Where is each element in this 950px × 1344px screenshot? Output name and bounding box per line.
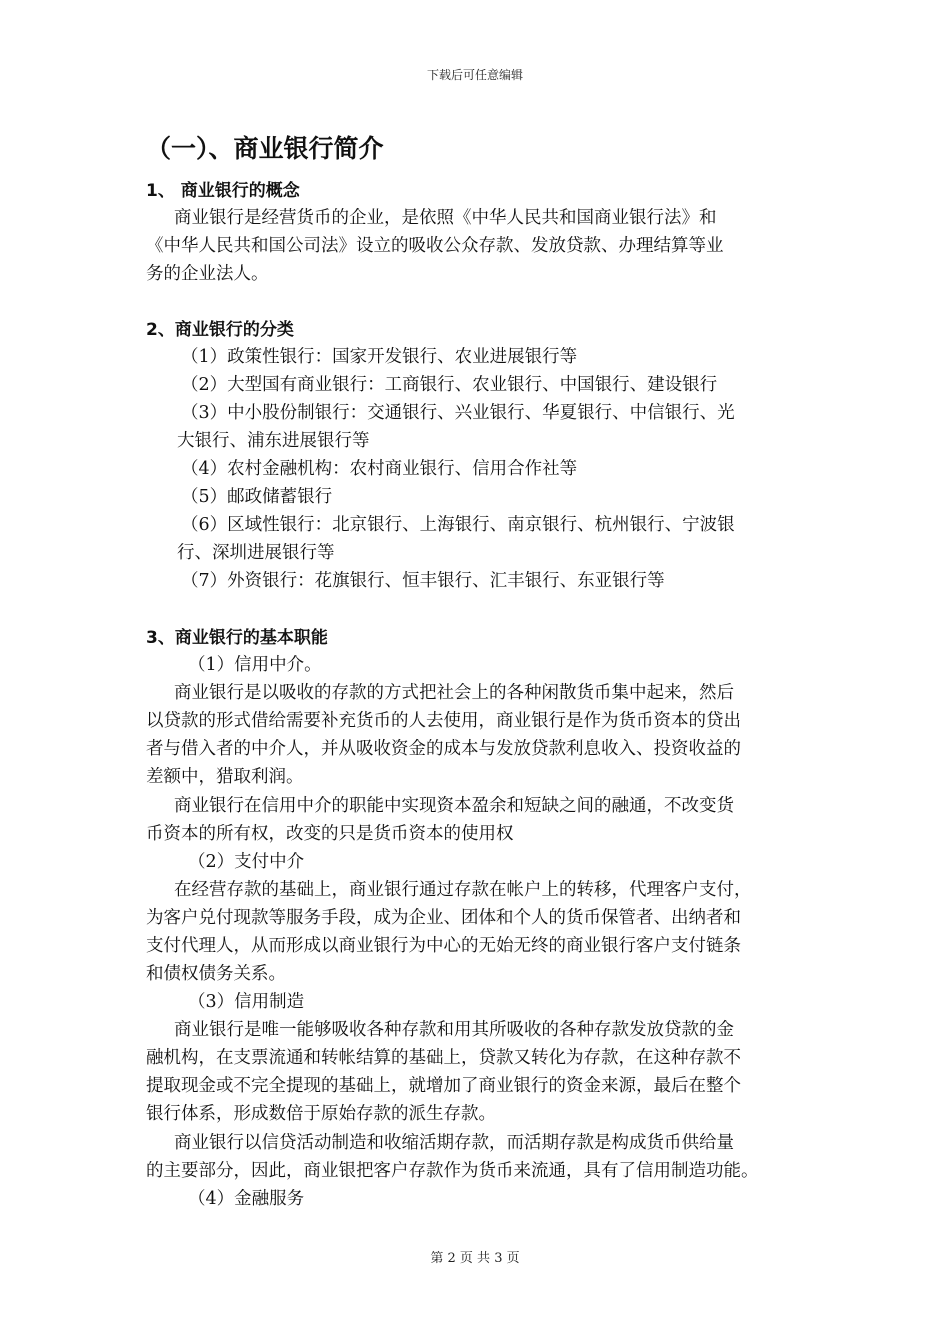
list-item-continuation: 大银行、浦东进展银行等 [177,431,370,451]
paragraph-line: 币资本的所有权，改变的只是货币资本的使用权 [146,824,514,844]
paragraph-line: 融机构，在支票流通和转帐结算的基础上，贷款又转化为存款，在这种存款不 [146,1048,741,1068]
paragraph-line: 支付代理人，从而形成以商业银行为中心的无始无终的商业银行客户支付链条 [146,936,741,956]
paragraph-line: 银行体系，形成数倍于原始存款的派生存款。 [146,1104,496,1124]
section-heading-concept: 1、 商业银行的概念 [146,181,300,201]
paragraph-line: 商业银行以信贷活动制造和收缩活期存款，而活期存款是构成货币供给量 [174,1133,734,1153]
section-heading-functions: 3、商业银行的基本职能 [146,628,328,648]
paragraph-line: 和债权债务关系。 [146,964,286,984]
subheading-credit-creation: （3）信用制造 [188,992,305,1012]
paragraph-line: 为客户兑付现款等服务手段，成为企业、团体和个人的货币保管者、出纳者和 [146,908,741,928]
paragraph-line: 商业银行是经营货币的企业，是依照《中华人民共和国商业银行法》和 [174,208,717,228]
paragraph-line: 商业银行是以吸收的存款的方式把社会上的各种闲散货币集中起来，然后 [174,683,734,703]
paragraph-line: 差额中，猎取利润。 [146,767,304,787]
page-header: 下载后可任意编辑 [426,68,523,82]
paragraph-line: 务的企业法人。 [146,264,269,284]
paragraph-line: 以贷款的形式借给需要补充货币的人去使用，商业银行是作为货币资本的贷出 [146,711,741,731]
list-item: （1）政策性银行：国家开发银行、农业进展银行等 [181,347,578,367]
paragraph-line: 商业银行在信用中介的职能中实现资本盈余和短缺之间的融通，不改变货 [174,796,734,816]
list-item-continuation: 行、深圳进展银行等 [177,543,335,563]
list-item: （6）区域性银行：北京银行、上海银行、南京银行、杭州银行、宁波银 [181,515,735,535]
paragraph-line: 在经营存款的基础上，商业银行通过存款在帐户上的转移，代理客户支付， [174,880,752,900]
subheading-credit-intermediary: （1）信用中介。 [188,655,322,675]
paragraph-line: 者与借入者的中介人，并从吸收资金的成本与发放贷款利息收入、投资收益的 [146,739,741,759]
page-footer: 第 2 页 共 3 页 [430,1251,520,1266]
paragraph-line: 《中华人民共和国公司法》设立的吸收公众存款、发放贷款、办理结算等业 [146,236,724,256]
list-item: （4）农村金融机构：农村商业银行、信用合作社等 [181,459,578,479]
subheading-financial-services: （4）金融服务 [188,1189,305,1209]
list-item: （2）大型国有商业银行：工商银行、农业银行、中国银行、建设银行 [181,375,718,395]
paragraph-line: 的主要部分，因此，商业银把客户存款作为货币来流通，具有了信用制造功能。 [146,1161,759,1181]
list-item: （3）中小股份制银行：交通银行、兴业银行、华夏银行、中信银行、光 [181,403,735,423]
subheading-payment-intermediary: （2）支付中介 [188,852,305,872]
list-item: （5）邮政储蓄银行 [181,487,333,507]
paragraph-line: 商业银行是唯一能够吸收各种存款和用其所吸收的各种存款发放贷款的金 [174,1020,734,1040]
section-heading-classification: 2、商业银行的分类 [146,320,294,340]
paragraph-line: 提取现金或不完全提现的基础上，就增加了商业银行的资金来源，最后在整个 [146,1076,741,1096]
page-title: （一）、商业银行简介 [146,134,384,163]
list-item: （7）外资银行：花旗银行、恒丰银行、汇丰银行、东亚银行等 [181,571,665,591]
